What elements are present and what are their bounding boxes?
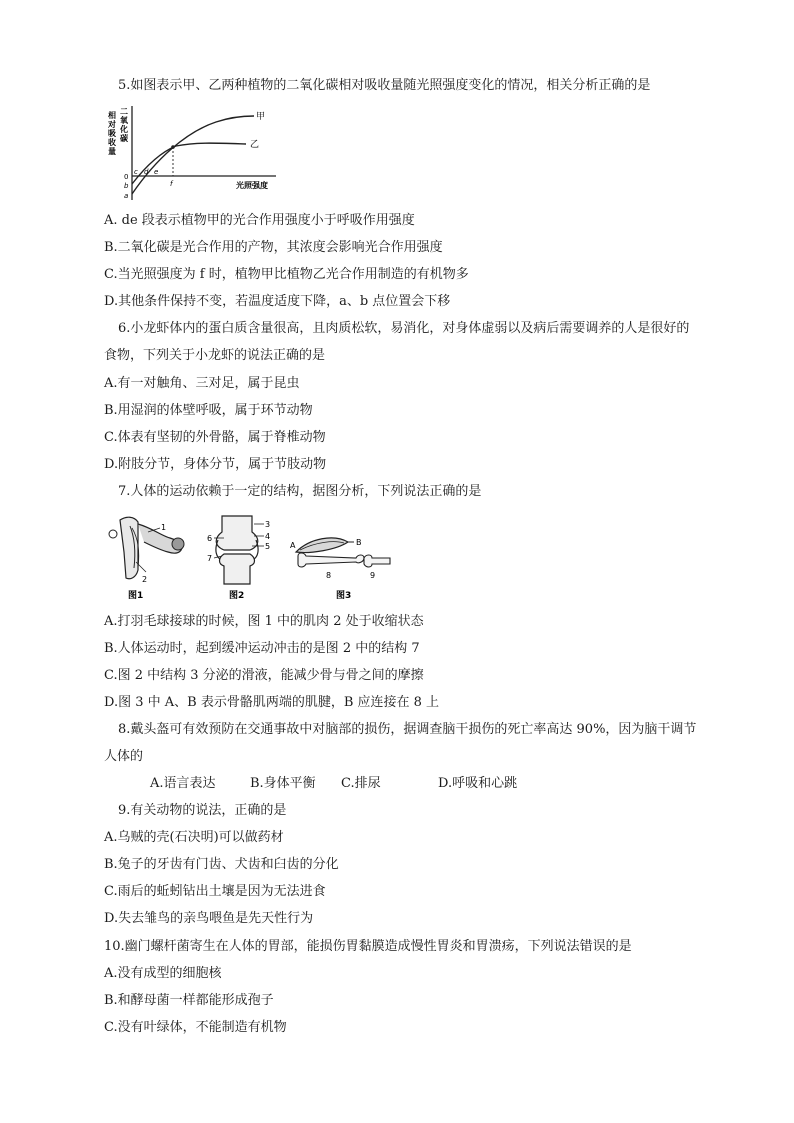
- q5-label-jia: 甲: [256, 112, 266, 122]
- q5-ylabel2-char-1: 相: [108, 111, 116, 120]
- q10-option-b: B.和酵母菌一样都能形成孢子: [104, 993, 274, 1008]
- q9-stem: 9.有关动物的说法，正确的是: [118, 803, 287, 818]
- q7-fig3-num-8: 8: [326, 571, 332, 580]
- q5-xlabel: 光照强度: [236, 181, 268, 190]
- q8-stem-line2: 人体的: [104, 749, 144, 764]
- q5-ylabel-char-2: 氧: [120, 116, 128, 125]
- q5-ylabel2-char-5: 量: [108, 147, 116, 156]
- q8-option-a: A.语言表达: [150, 776, 216, 791]
- q7-fig3-muscle: [290, 538, 390, 601]
- q5-intersection-point: [171, 145, 175, 149]
- q5-stem: 5.如图表示甲、乙两种植物的二氧化碳相对吸收量随光照强度变化的情况，相关分析正确的是: [118, 78, 651, 93]
- q6-option-d: D.附肢分节，身体分节，属于节肢动物: [104, 457, 327, 472]
- q7-option-a: A.打羽毛球接球的时候，图 1 中的肌肉 2 处于收缩状态: [104, 614, 424, 629]
- q7-stem: 7.人体的运动依赖于一定的结构，据图分析，下列说法正确的是: [118, 484, 482, 499]
- q7-fig3-num-9: 9: [370, 571, 376, 580]
- q5-ylabel2-char-3: 吸: [108, 129, 116, 138]
- q5-pt-f: f: [170, 180, 173, 188]
- q9-option-a: A.乌贼的壳(石决明)可以做药材: [104, 830, 284, 845]
- q5-option-c: C.当光照强度为 f 时，植物甲比植物乙光合作用制造的有机物多: [104, 267, 469, 282]
- q5-pt-a: a: [124, 192, 129, 200]
- q8-option-b: B.身体平衡: [250, 776, 316, 791]
- q10-option-a: A.没有成型的细胞核: [104, 966, 222, 981]
- q7-option-d: D.图 3 中 A、B 表示骨骼肌两端的肌腱，B 应连接在 8 上: [104, 695, 440, 710]
- q7-fig1-caption: 图1: [128, 591, 144, 601]
- q5-pt-b: b: [124, 182, 129, 190]
- q7-fig3-label-a: A: [290, 541, 296, 550]
- q5-ylabel2-char-2: 对: [108, 120, 116, 129]
- q5-option-a: A. de 段表示植物甲的光合作用强度小于呼吸作用强度: [104, 213, 415, 228]
- q7-option-b: B.人体运动时，起到缓冲运动冲击的是图 2 中的结构 7: [104, 641, 420, 656]
- q6-option-c: C.体表有坚韧的外骨骼，属于脊椎动物: [104, 430, 326, 445]
- q7-fig2-num-7: 7: [207, 554, 213, 563]
- q7-fig1-num-2: 2: [142, 575, 148, 584]
- q6-option-a: A.有一对触角、三对足，属于昆虫: [104, 376, 300, 391]
- q5-option-b: B.二氧化碳是光合作用的产物，其浓度会影响光合作用强度: [104, 240, 443, 255]
- q8-option-c: C.排尿: [341, 776, 381, 791]
- q10-stem: 10.幽门螺杆菌寄生在人体的胃部，能损伤胃黏膜造成慢性胃炎和胃溃疡，下列说法错误的是: [104, 939, 632, 954]
- q7-fig3-label-b: B: [356, 538, 362, 547]
- q7-fig2-num-6: 6: [207, 534, 213, 543]
- q5-label-yi: 乙: [250, 140, 260, 150]
- q7-option-c: C.图 2 中结构 3 分泌的滑液，能减少骨与骨之间的摩擦: [104, 668, 424, 683]
- q7-fig1-arm: [109, 517, 184, 601]
- q6-option-b: B.用湿润的体壁呼吸，属于环节动物: [104, 403, 313, 418]
- q5-origin: 0: [124, 173, 129, 181]
- q9-option-d: D.失去雏鸟的亲鸟喂鱼是先天性行为: [104, 911, 314, 926]
- q7-fig3-caption: 图3: [336, 591, 352, 601]
- q5-pt-e: e: [154, 168, 159, 176]
- q5-ylabel-char-3: 化: [120, 125, 128, 134]
- q7-fig2-num-5: 5: [265, 542, 271, 551]
- q9-option-b: B.兔子的牙齿有门齿、犬齿和臼齿的分化: [104, 857, 339, 872]
- q8-option-d: D.呼吸和心跳: [438, 776, 518, 791]
- q9-option-c: C.雨后的蚯蚓钻出土壤是因为无法进食: [104, 884, 326, 899]
- q6-stem-line2: 食物，下列关于小龙虾的说法正确的是: [104, 348, 326, 363]
- q7-fig2-num-4: 4: [265, 532, 271, 541]
- q5-ylabel-char-4: 碳: [120, 134, 128, 143]
- q5-curve-yi: [132, 143, 246, 184]
- q6-stem-line1: 6.小龙虾体内的蛋白质含量很高，且肉质松软，易消化，对身体虚弱以及病后需要调养的人是很好的: [118, 321, 690, 336]
- q5-pt-d: d: [144, 168, 149, 176]
- q7-fig2-caption: 图2: [229, 591, 245, 601]
- q5-co2-light-figure: [106, 104, 296, 212]
- q5-pt-c: c: [134, 168, 138, 176]
- q5-option-d: D.其他条件保持不变，若温度适度下降，a、b 点位置会下移: [104, 294, 451, 309]
- q7-fig2-joint: [207, 516, 270, 601]
- q10-option-c: C.没有叶绿体，不能制造有机物: [104, 1020, 287, 1035]
- q5-ylabel-char-1: 二: [120, 107, 128, 116]
- q8-stem-line1: 8.戴头盔可有效预防在交通事故中对脑部的损伤，据调查脑干损伤的死亡率高达 90%，因为脑干调节: [118, 722, 697, 737]
- q7-fig2-num-3: 3: [265, 520, 271, 529]
- q7-motion-figures: [104, 512, 394, 606]
- q7-fig1-num-1: 1: [161, 523, 167, 532]
- q5-ylabel2-char-4: 收: [108, 138, 116, 147]
